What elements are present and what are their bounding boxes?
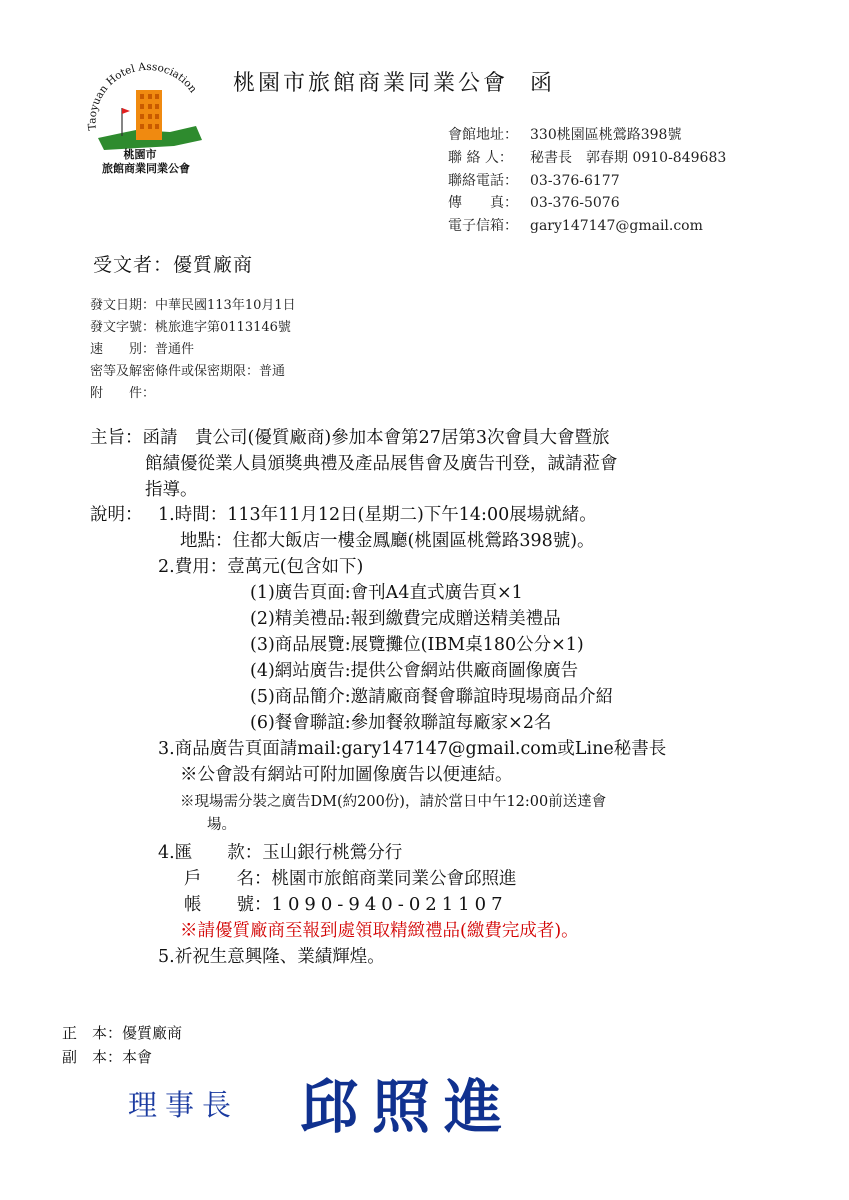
- explain-item-1-location: 地點：住都大飯店一樓金鳳廳(桃園區桃鶯路398號)。: [180, 531, 595, 551]
- explain-item-2: 2.費用：壹萬元(包含如下): [158, 557, 364, 577]
- duplicate-copy: 副 本：本會: [62, 1048, 153, 1066]
- doc-type-mark: 函: [530, 71, 556, 96]
- contact-address: 會館地址： 330桃園區桃鶯路398號: [448, 127, 682, 143]
- recipient: 受文者：優質廠商: [93, 254, 254, 276]
- urgency: 速 別：普通件: [90, 342, 195, 357]
- original-copy: 正 本：優質廠商: [62, 1024, 183, 1042]
- account-holder: 戶 名：桃園市旅館商業同業公會邱照進: [184, 869, 517, 889]
- document-title: [233, 66, 555, 97]
- contact-phone: 聯絡電話： 03-376-6177: [448, 173, 620, 189]
- explain-item-4: 4.匯 款：玉山銀行桃鶯分行: [158, 843, 403, 863]
- attachments: 附 件：: [90, 386, 156, 401]
- subject-line-2: 館績優從業人員頒獎典禮及產品展售會及廣告刊登，誠請蒞會: [145, 454, 618, 474]
- contact-email: 電子信箱： gary147147@gmail.com: [448, 218, 703, 234]
- account-number: 1090-940-021107: [271, 894, 508, 915]
- explain-item-3-note-1: ※公會設有網站可附加圖像廣告以便連結。: [180, 765, 513, 785]
- title-text: 桃園市旅館商業同業公會: [233, 71, 509, 96]
- fee-item-1: (1)廣告頁面:會刊A4直式廣告頁×1: [250, 583, 523, 603]
- explain-item-3: 3.商品廣告頁面請mail:gary147147@gmail.com或Line秘書長: [158, 739, 667, 759]
- explain-item-1: 1.時間：113年11月12日(星期二)下午14:00展場就緒。: [158, 505, 597, 525]
- gift-pickup-note: ※請優質廠商至報到處領取精緻禮品(繳費完成者)。: [180, 921, 579, 941]
- explain-item-5: 5.祈祝生意興隆、業績輝煌。: [158, 947, 385, 967]
- signature-name: 邱照進: [300, 1073, 517, 1141]
- fee-item-3: (3)商品展覽:展覽攤位(IBM桌180公分×1): [250, 635, 584, 655]
- account-number-label: 帳 號：: [184, 895, 272, 915]
- account-number-row: [184, 892, 508, 918]
- logo-city-text: 桃園市: [123, 148, 157, 161]
- explain-label: 說明：: [90, 505, 143, 525]
- contact-fax: 傳 真： 03-376-5076: [448, 195, 620, 211]
- logo-arc-text: Taoyuan Hotel Association: [86, 60, 199, 131]
- fee-item-2: (2)精美禮品:報到繳費完成贈送精美禮品: [250, 609, 561, 629]
- fee-item-6: (6)餐會聯誼:參加餐敘聯誼每廠家×2名: [250, 713, 552, 733]
- fee-item-5: (5)商品簡介:邀請廠商餐會聯誼時現場商品介紹: [250, 687, 614, 707]
- explain-item-3-note-2: ※現場需分裝之廣告DM(約200份)，請於當日中午12:00前送達會: [180, 794, 607, 810]
- signature-title: 理事長: [128, 1088, 240, 1122]
- contact-person: 聯 絡 人： 秘書長 郭春期 0910-849683: [448, 150, 727, 166]
- issue-number: 發文字號：桃旅進字第0113146號: [90, 320, 291, 335]
- logo-association-text: 旅館商業同業公會: [102, 162, 190, 175]
- issue-date: 發文日期：中華民國113年10月1日: [90, 298, 296, 313]
- fee-item-4: (4)網站廣告:提供公會網站供廠商圖像廣告: [250, 661, 579, 681]
- confidentiality: 密等及解密條件或保密期限：普通: [90, 364, 286, 379]
- explain-item-3-note-2-cont: 場。: [207, 817, 236, 833]
- subject-line-1: 主旨：函請 貴公司(優質廠商)參加本會第27居第3次會員大會暨旅: [90, 428, 610, 448]
- subject-line-3: 指導。: [145, 480, 198, 500]
